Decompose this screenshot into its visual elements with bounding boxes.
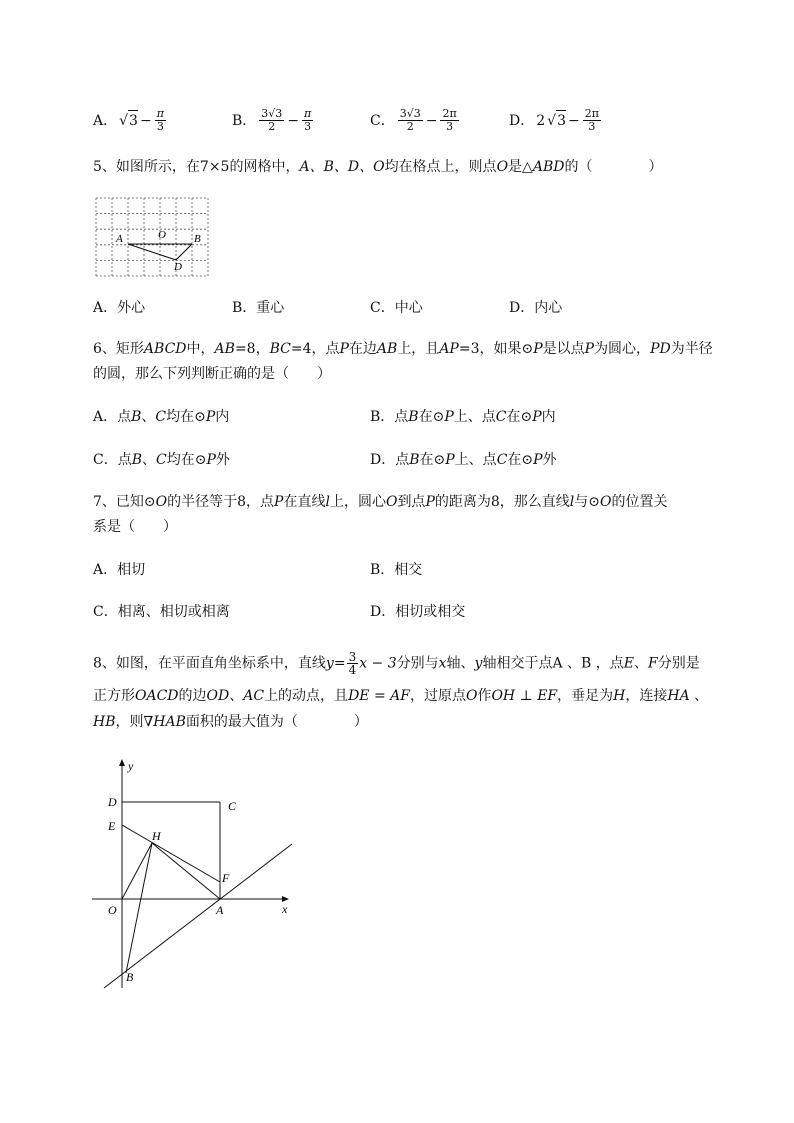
minus-sign: − <box>425 112 438 129</box>
label-b: B <box>126 970 134 984</box>
label-e: E <box>108 819 116 833</box>
q7-option-d[interactable]: D．相切或相交 <box>370 604 466 620</box>
q8-stem-line3: HB，则∇HAB面积的最大值为（ ） <box>93 714 368 730</box>
q5-stem: 5、如图所示，在7×5的网格中，A、B、D、O均在格点上，则点O是△ABD的（ ） <box>93 159 663 175</box>
option-label: C． <box>370 112 395 129</box>
label-d: D <box>174 261 182 273</box>
segment-ef <box>122 825 220 882</box>
label-c: C <box>228 799 237 813</box>
q8-coordinate-figure <box>88 752 308 992</box>
segment-oh <box>122 843 152 899</box>
segment-ha <box>152 843 220 899</box>
fraction: $\frac{3√3}{2}$ <box>261 107 283 133</box>
q8-stem-line1: 8、如图，在平面直角坐标系中，直线y= $\frac{3}{4}$ x − 3分别与x轴、y轴相交于点A 、B ，点E、F分别是 <box>93 650 700 677</box>
fraction: $\frac{\pi}{3}$ <box>156 107 164 133</box>
coefficient: 2 <box>536 112 546 129</box>
q8-stem-line2: 正方形OACD的边OD、AC上的动点，且DE = AF，过原点O作OH ⊥ EF，垂足为H，连接HA 、 <box>93 688 709 704</box>
q4-option-a[interactable]: A． √3 − $\frac{\pi}{3}$ <box>93 107 164 133</box>
q7-option-c[interactable]: C．相离、相切或相离 <box>93 604 230 620</box>
grid-lines <box>96 198 208 276</box>
q5-option-a[interactable]: A．外心 <box>93 300 146 316</box>
q5-grid-figure <box>94 196 210 278</box>
q6-stem-line1: 6、矩形ABCD中，AB=8，BC=4，点P在边AB上，且AP=3，如果⊙P是以点P为圆心，PD为半径 <box>93 341 713 357</box>
label-a: A <box>116 233 123 245</box>
fraction: $\frac{3√3}{2}$ <box>399 107 421 133</box>
q6-option-d[interactable]: D．点B在⊙P上、点C在⊙P外 <box>370 452 557 468</box>
label-f: F <box>222 871 230 885</box>
q6-option-c[interactable]: C．点B、C均在⊙P外 <box>93 452 230 468</box>
segment-hb <box>126 843 152 973</box>
minus-sign: − <box>568 112 580 129</box>
segment-ad <box>128 244 176 260</box>
q5-option-c[interactable]: C．中心 <box>370 300 423 316</box>
label-d: D <box>108 795 117 809</box>
q7-option-b[interactable]: B．相交 <box>370 562 423 578</box>
label-b: B <box>194 233 201 245</box>
label-y: y <box>128 759 134 773</box>
q5-option-d[interactable]: D．内心 <box>509 300 563 316</box>
sqrt-radicand: 3 <box>556 110 566 131</box>
fraction: $\frac{2\pi}{3}$ <box>442 107 457 133</box>
q6-option-b[interactable]: B．点B在⊙P上、点C在⊙P内 <box>370 409 556 425</box>
segment-bd <box>176 244 192 260</box>
q4-option-b[interactable] <box>232 108 314 133</box>
q7-stem-line2: 系是（ ） <box>93 519 177 535</box>
label-a: A <box>216 903 224 917</box>
q7-stem-line1: 7、已知⊙O的半径等于8，点P在直线l上，圆心O到点P的距离为8，那么直线l与⊙O的位置关 <box>93 494 668 510</box>
fraction: $\frac{2\pi}{3}$ <box>584 107 599 133</box>
q6-stem-line2: 的圆，那么下列判断正确的是（ ） <box>93 366 331 382</box>
label-o: O <box>108 903 117 917</box>
option-label: A． <box>93 112 118 129</box>
label-x: x <box>282 902 288 916</box>
minus-sign: − <box>139 112 152 129</box>
option-label: D． <box>509 112 535 129</box>
q4-option-c[interactable] <box>370 108 460 133</box>
label-h: H <box>152 829 161 843</box>
q4-option-d[interactable]: D． 2 √3 − $\frac{2\pi}{3}$ <box>509 107 599 133</box>
q6-option-a[interactable]: A．点B、C均在⊙P内 <box>93 409 230 425</box>
minus-sign: − <box>287 112 300 129</box>
line-ab <box>104 844 292 988</box>
option-label: B． <box>232 112 257 129</box>
fraction: $\frac{3}{4}$ <box>348 650 357 677</box>
sqrt-radicand: 3 <box>128 110 138 131</box>
q7-option-a[interactable]: A．相切 <box>93 562 146 578</box>
fraction: $\frac{\pi}{3}$ <box>304 107 312 133</box>
q5-option-b[interactable]: B．重心 <box>232 300 285 316</box>
label-o: O <box>158 229 166 241</box>
